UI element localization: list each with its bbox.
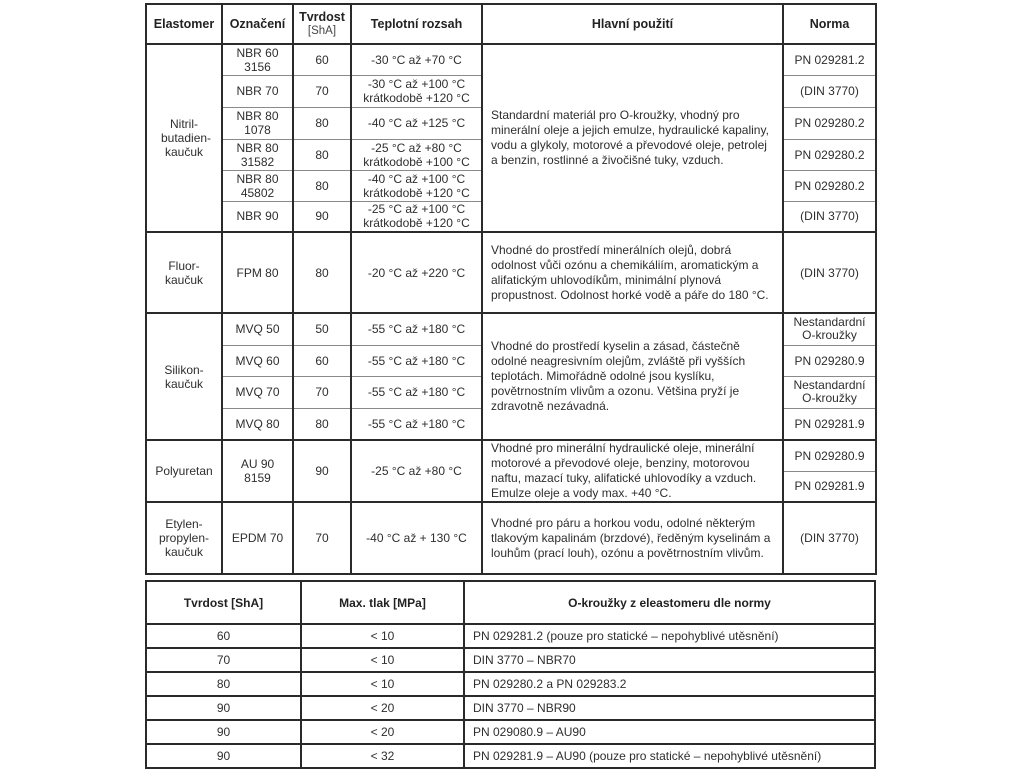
elastomer-cell: Nitril-butadien-kaučuk [146, 44, 222, 232]
table-row [146, 696, 875, 720]
tvrdost-cell: 90 [146, 696, 301, 720]
table-row [146, 744, 875, 768]
header-tvrdost-unit: [ShA] [307, 25, 337, 37]
max-tlak-cell: < 32 [301, 744, 464, 768]
table-row [146, 44, 876, 75]
oznaceni-cell: MVQ 50 [222, 313, 293, 345]
norma-cell: Nestandardní O-kroužky [783, 376, 876, 408]
norma-cell: PN 029280.2 a PN 029283.2 [464, 672, 875, 696]
oznaceni-cell: MVQ 70 [222, 376, 293, 408]
oznaceni-cell: EPDM 70 [222, 502, 293, 574]
pouziti-cell: Vhodné pro minerální hydraulické oleje, minerální motorové a převodové oleje, benziny, motorovou naftu, mazací tuky, alifatické uhlovodíky a vzduch. Emulze oleje a vody max. +40 °C. [482, 440, 783, 502]
oznaceni-cell: NBR 80 31582 [222, 139, 293, 170]
elastomer-cell: Fluor-kaučuk [146, 232, 222, 313]
tvrdost-cell: 90 [293, 201, 351, 232]
teplota-cell: -40 °C až +125 °C [351, 107, 482, 139]
table-row [146, 648, 875, 672]
header-pouziti: Hlavní použití [482, 4, 783, 44]
tvrdost-cell: 90 [146, 744, 301, 768]
tvrdost-cell: 70 [293, 502, 351, 574]
max-tlak-cell: < 20 [301, 720, 464, 744]
header-elastomer: Elastomer [146, 4, 222, 44]
tvrdost-cell: 80 [293, 408, 351, 440]
header-oznaceni: Označení [222, 4, 293, 44]
pressure-table [145, 580, 876, 769]
norma-cell: (DIN 3770) [783, 232, 876, 313]
header-norma: Norma [783, 4, 876, 44]
oznaceni-cell: FPM 80 [222, 232, 293, 313]
table-row [146, 720, 875, 744]
oznaceni-cell: NBR 60 3156 [222, 44, 293, 75]
teplota-cell: -20 °C až +220 °C [351, 232, 482, 313]
tvrdost-cell: 90 [146, 720, 301, 744]
max-tlak-cell: < 20 [301, 696, 464, 720]
tvrdost-cell: 80 [293, 107, 351, 139]
norma-cell: (DIN 3770) [783, 502, 876, 574]
norma-cell: DIN 3770 – NBR90 [464, 696, 875, 720]
oznaceni-cell: NBR 70 [222, 75, 293, 107]
tvrdost-cell: 50 [293, 313, 351, 345]
norma-cell: PN 029281.2 (pouze pro statické – nepohyblivé utěsnění) [464, 624, 875, 648]
teplota-cell: -25 °C až +100 °C krátkodobě +120 °C [351, 201, 482, 232]
tvrdost-cell: 70 [146, 648, 301, 672]
pouziti-cell: Vhodné pro páru a horkou vodu, odolné některým tlakovým kapalinám (brzdové), ředěným kyselinám a louhům (prací louh), ozónu a povětrnostním vlivům. [482, 502, 783, 574]
norma-cell: PN 029080.9 – AU90 [464, 720, 875, 744]
norma-cell: PN 029281.9 – AU90 (pouze pro statické – nepohyblivé utěsnění) [464, 744, 875, 768]
teplota-cell: -30 °C až +100 °C krátkodobě +120 °C [351, 75, 482, 107]
header-o-krouzky: O-kroužky z eleastomeru dle normy [464, 581, 875, 624]
header-max-tlak: Max. tlak [MPa] [301, 581, 464, 624]
norma-cell: PN 029281.9 [783, 408, 876, 440]
norma-cell: PN 029281.9 [783, 471, 876, 502]
oznaceni-cell: NBR 90 [222, 201, 293, 232]
header-tvrdost [293, 4, 351, 44]
norma-cell: PN 029280.2 [783, 107, 876, 139]
table-row [146, 672, 875, 696]
elastomer-cell: Silikon-kaučuk [146, 313, 222, 440]
oznaceni-cell: AU 90 8159 [222, 440, 293, 502]
tvrdost-cell: 80 [146, 672, 301, 696]
header-tvrdost-label: Tvrdost [299, 10, 345, 24]
teplota-cell: -40 °C až +100 °C krátkodobě +120 °C [351, 170, 482, 201]
teplota-cell: -55 °C až +180 °C [351, 345, 482, 376]
max-tlak-cell: < 10 [301, 648, 464, 672]
oznaceni-cell: NBR 80 1078 [222, 107, 293, 139]
norma-cell: Nestandardní O-kroužky [783, 313, 876, 345]
pouziti-cell: Vhodné do prostředí minerálních olejů, dobrá odolnost vůči ozónu a chemikáliím, aromatickým a alifatickým uhlovodíkům, minimální plynová propustnost. Odolnost horké vodě a páře do 180 °C. [482, 232, 783, 313]
tvrdost-cell: 60 [293, 345, 351, 376]
tvrdost-cell: 70 [293, 75, 351, 107]
norma-cell: PN 029280.2 [783, 170, 876, 201]
tvrdost-cell: 80 [293, 170, 351, 201]
teplota-cell: -55 °C až +180 °C [351, 408, 482, 440]
teplota-cell: -25 °C až +80 °C [351, 440, 482, 502]
teplota-cell: -30 °C až +70 °C [351, 44, 482, 75]
teplota-cell: -40 °C až + 130 °C [351, 502, 482, 574]
norma-cell: PN 029281.2 [783, 44, 876, 75]
oznaceni-cell: NBR 80 45802 [222, 170, 293, 201]
norma-cell: PN 029280.9 [783, 440, 876, 471]
table-row [146, 624, 875, 648]
elastomer-cell: Polyuretan [146, 440, 222, 502]
tvrdost-cell: 90 [293, 440, 351, 502]
max-tlak-cell: < 10 [301, 672, 464, 696]
elastomer-cell: Etylen-propylen-kaučuk [146, 502, 222, 574]
tvrdost-cell: 70 [293, 376, 351, 408]
elastomer-table [145, 3, 877, 575]
table-row [146, 232, 876, 313]
header-row [146, 581, 875, 624]
max-tlak-cell: < 10 [301, 624, 464, 648]
oznaceni-cell: MVQ 80 [222, 408, 293, 440]
teplota-cell: -55 °C až +180 °C [351, 313, 482, 345]
table-row [146, 313, 876, 345]
tvrdost-cell: 60 [293, 44, 351, 75]
tvrdost-cell: 80 [293, 139, 351, 170]
header-teplota: Teplotní rozsah [351, 4, 482, 44]
norma-cell: DIN 3770 – NBR70 [464, 648, 875, 672]
norma-cell: (DIN 3770) [783, 75, 876, 107]
header-tvrdost: Tvrdost [ShA] [146, 581, 301, 624]
tvrdost-cell: 60 [146, 624, 301, 648]
pouziti-cell: Standardní materiál pro O-kroužky, vhodný pro minerální oleje a jejich emulze, hydraulické kapaliny, vodu a glykoly, motorové a převodové oleje, petrolej a benzin, rostlinné a živočišné tuky, vzduch. [482, 44, 783, 232]
norma-cell: PN 029280.2 [783, 139, 876, 170]
pouziti-cell: Vhodné do prostředí kyselin a zásad, částečně odolné neagresivním olejům, zvláště při vyšších teplotách. Mimořádně odolné jsou kyslíku, povětrnostním vlivům a ozonu. Většina pryží je zdravotně nezávadná. [482, 313, 783, 440]
oznaceni-cell: MVQ 60 [222, 345, 293, 376]
teplota-cell: -25 °C až +80 °C krátkodobě +100 °C [351, 139, 482, 170]
table-row [146, 502, 876, 574]
norma-cell: (DIN 3770) [783, 201, 876, 232]
teplota-cell: -55 °C až +180 °C [351, 376, 482, 408]
table-row [146, 440, 876, 471]
header-row [146, 4, 876, 44]
tvrdost-cell: 80 [293, 232, 351, 313]
norma-cell: PN 029280.9 [783, 345, 876, 376]
